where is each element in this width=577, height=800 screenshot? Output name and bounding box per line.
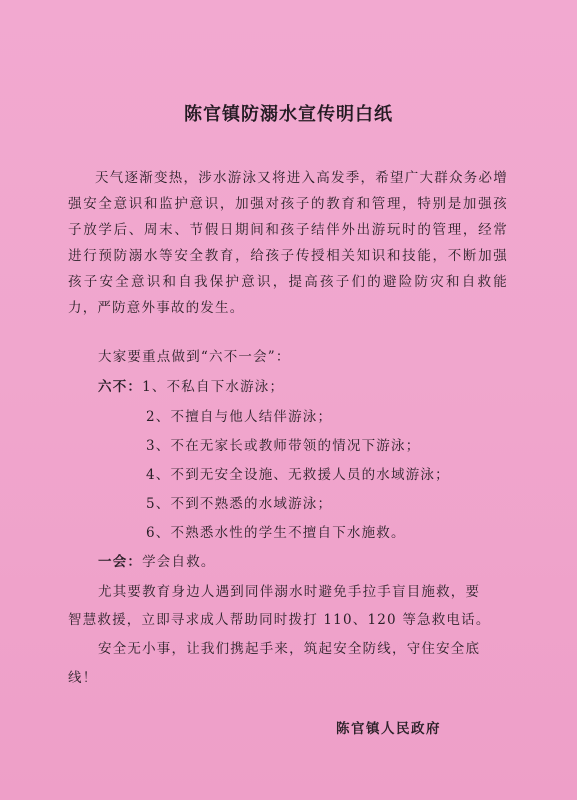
document-title: 陈官镇防溺水宣传明白纸: [184, 104, 393, 125]
six-no-item-5: 5、不到不熟悉的水域游泳；: [146, 496, 333, 512]
six-no-label: [98, 375, 284, 395]
rescue-line-1: 尤其要教育身边人遇到同伴溺水时避免手拉手盲目施救，要: [98, 584, 481, 600]
one-can-text: 学会自救。: [142, 554, 216, 570]
six-no-item-1: 1、不私自下水游泳；: [142, 379, 285, 395]
one-can-line: [98, 550, 216, 570]
safety-line-2: 线！: [68, 670, 98, 686]
six-no-item-4: 4、不到无安全设施、无救援人员的水域游泳；: [146, 467, 450, 483]
signature: 陈官镇人民政府: [336, 721, 441, 737]
six-no-item-3: 3、不在无家长或教师带领的情况下游泳；: [146, 438, 421, 454]
six-no-item-6: 6、不熟悉水性的学生不擅自下水施救。: [146, 525, 406, 541]
intro-paragraph: 天气逐渐变热，涉水游泳又将进入高发季，希望广大群众务必增强安全意识和监护意识，加强对孩子的教育和管理，特别是加强孩子放学后、周末、节假日期间和孩子结伴外出游玩时的管理，经常进行预防溺水等安全教育，给孩子传授相关知识和技能，不断加强孩子安全意识和自我保护意识，提高孩子们的避险防灾和自救能力，严防意外事故的发生。: [68, 170, 508, 316]
safety-line-1: 安全无小事，让我们携起手来，筑起安全防线，守住安全底: [98, 641, 481, 657]
focus-line: 大家要重点做到“六不一会”：: [98, 349, 291, 365]
rescue-line-2: 智慧救援，立即寻求成人帮助同时拨打 110、120 等急救电话。: [68, 612, 491, 628]
one-can-label: 一会：: [98, 554, 143, 570]
six-no-label-text: 六不：: [98, 379, 143, 395]
six-no-item-2: 2、不擅自与他人结伴游泳；: [146, 409, 333, 425]
